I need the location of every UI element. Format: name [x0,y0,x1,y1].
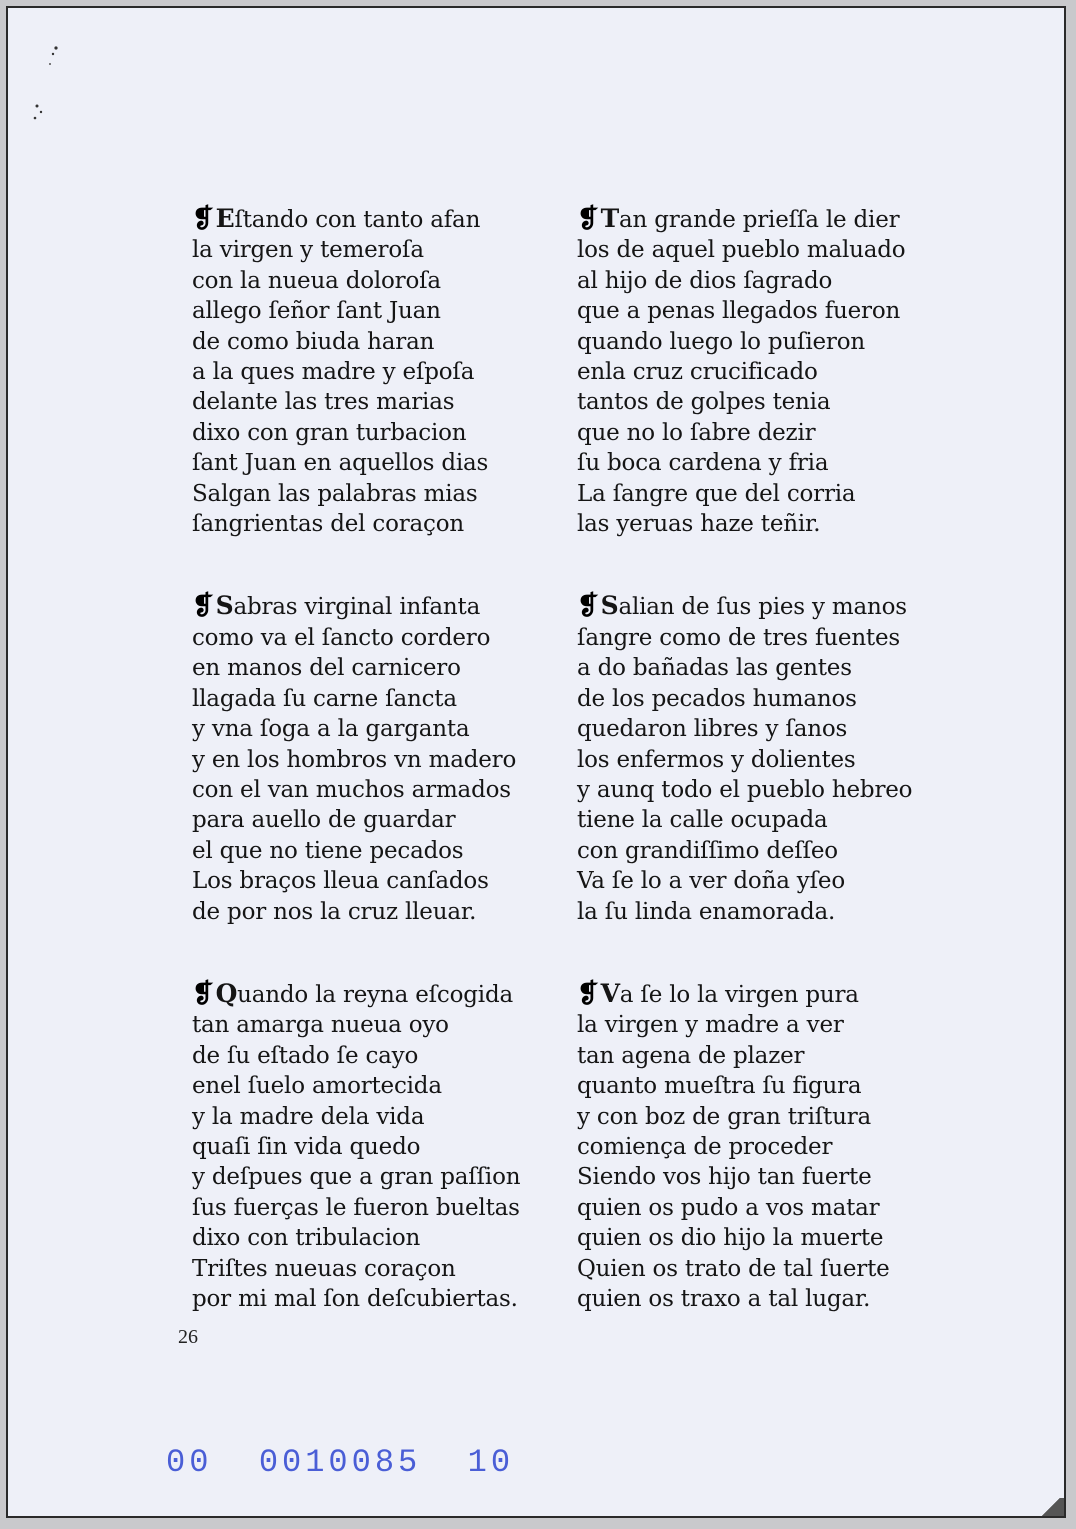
verse-text: an grande prieſſa le dier [619,207,900,233]
verse-line [192,1102,567,1132]
verse-line [577,684,952,714]
verse-line [577,623,952,653]
stanza [577,204,952,539]
verse-line [192,1132,567,1162]
page-corner-shadow [1038,1498,1064,1516]
verse-text: Quien os trato de tal ſuerte [577,1255,890,1282]
verse-line [577,1223,952,1253]
verse-line [192,653,567,683]
verse-line [192,204,567,235]
verse-text: dixo con gran turbacion [192,419,467,446]
verse-line [577,204,952,235]
verse-text: y deſpues que a gran paſſion [192,1164,521,1191]
pilcrow-icon: ❡ [577,978,599,1009]
verse-line [577,745,952,775]
verse-line [192,1071,567,1101]
verse-text: ſtando con tanto afan [234,207,481,233]
stanza-initial: Q [215,978,238,1008]
verse-line [192,805,567,835]
stanza [577,591,952,926]
verse-text: que a penas llegados fueron [577,298,901,325]
archive-stamp: 00 0010085 10 [166,1444,515,1481]
verse-line [577,327,952,357]
verse-text: enel ſuelo amortecida [192,1073,442,1100]
verse-text: a la ques madre y eſpoſa [192,359,475,386]
verse-line [577,266,952,296]
verse-line [577,714,952,744]
verse-text: y en los hombros vn madero [192,746,517,773]
verse-line [192,897,567,927]
verse-line [192,448,567,478]
stanza [192,204,567,539]
verse-text: al hijo de dios ſagrado [577,267,833,294]
stanza [577,979,952,1314]
verse-text: ſangre como de tres fuentes [577,624,900,651]
verse-line [577,1010,952,1040]
pilcrow-icon: ❡ [192,591,214,622]
verse-text: las yeruas haze teñir. [577,511,821,538]
verse-line [577,836,952,866]
verse-line [577,1162,952,1192]
verse-line [192,266,567,296]
verse-text: tan amarga nueua oyo [192,1012,449,1039]
verse-text: comiença de proceder [577,1133,833,1160]
verse-line [192,775,567,805]
verse-line [577,509,952,539]
verse-text: a do bañadas las gentes [577,655,852,682]
verse-text: y aunq todo el pueblo hebreo [577,776,913,803]
verse-text: y la madre dela vida [192,1103,425,1130]
verse-text: Va ſe lo a ver doña yſeo [577,868,845,895]
verse-text: ſangrientas del coraçon [192,511,464,538]
verse-line [192,357,567,387]
stanza-initial: S [215,591,234,621]
verse-text: y con boz de gran triſtura [577,1103,872,1130]
verse-text: la virgen y madre a ver [577,1012,844,1039]
verse-text: ſu boca cardena y fria [577,450,829,477]
verse-text: Siendo vos hijo tan fuerte [577,1164,872,1191]
verse-text: ſus fuerças le fueron bueltas [192,1194,520,1221]
stanza-initial: E [215,204,235,233]
verse-text: enla cruz crucificado [577,359,818,386]
verse-line [577,805,952,835]
verse-line [192,1010,567,1040]
verse-line [192,1162,567,1192]
pilcrow-icon: ❡ [192,204,214,234]
verse-line [577,296,952,326]
verse-line [577,479,952,509]
verse-text: delante las tres marias [192,389,455,416]
verse-line [577,653,952,683]
stanza [192,591,567,926]
verse-text: para auello de guardar [192,807,456,834]
verse-text: alian de ſus pies y manos [618,594,907,621]
verse-line [577,1193,952,1223]
verse-text: los de aquel pueblo maluado [577,237,906,264]
verse-text: quien os dio hijo la muerte [577,1225,884,1252]
verse-text: los enfermos y dolientes [577,746,856,773]
verse-line [577,1132,952,1162]
verse-line [577,775,952,805]
verse-line [192,745,567,775]
verse-line [192,1223,567,1253]
stanza-initial: V [600,978,620,1008]
verse-text: de los pecados humanos [577,685,857,712]
verse-line [192,1193,567,1223]
stanza [192,979,567,1314]
left-column [192,204,567,1366]
verse-line [192,836,567,866]
verse-text: por mi mal ſon deſcubiertas. [192,1286,518,1312]
verse-line [577,418,952,448]
verse-text: la virgen y temeroſa [192,237,424,264]
verse-line [577,448,952,478]
verse-text: con grandiſſimo deſſeo [577,837,838,864]
verse-text: Salgan las palabras mias [192,480,478,507]
verse-text: llagada ſu carne ſancta [192,685,457,712]
verse-line [192,714,567,744]
verse-line [192,1284,567,1314]
verse-line [577,1254,952,1284]
verse-text: el que no tiene pecados [192,837,464,864]
pilcrow-icon: ❡ [577,204,599,234]
verse-text: de como biuda haran [192,328,435,355]
verse-text: de ſu eſtado ſe cayo [192,1042,419,1069]
verse-text: tantos de golpes tenia [577,389,831,416]
verse-text: con la nueua doloroſa [192,267,441,294]
verse-line [192,1041,567,1071]
verse-line [192,623,567,653]
verse-line [192,684,567,714]
verse-line [577,1071,952,1101]
verse-text: quedaron libres y ſanos [577,716,848,743]
verse-line [192,509,567,539]
pilcrow-icon: ❡ [577,591,599,622]
verse-text: La ſangre que del corria [577,480,856,507]
right-column [577,204,952,1366]
verse-line [192,327,567,357]
verse-text: y vna ſoga a la garganta [192,716,470,743]
verse-text: allego ſeñor ſant Juan [192,298,441,325]
verse-text: quaſi ſin vida quedo [192,1133,421,1160]
verse-text: tiene la calle ocupada [577,807,828,834]
verse-line [192,591,567,622]
verse-text: quanto mueſtra ſu figura [577,1073,862,1100]
verse-text: que no lo ſabre dezir [577,419,816,446]
verse-text: ſant Juan en aquellos dias [192,450,489,477]
verse-line [577,897,952,927]
verse-text: como va el ſancto cordero [192,624,491,651]
verse-line [577,1041,952,1071]
verse-line [577,357,952,387]
verse-line [577,979,952,1010]
dust-specks [28,38,68,138]
stanza-initial: T [600,204,619,233]
verse-text: a ſe lo la virgen pura [619,981,859,1008]
verse-line [577,1284,952,1314]
verse-text: Triſtes nueuas coraçon [192,1255,456,1282]
verse-text: dixo con tribulacion [192,1225,421,1252]
verse-text: quien os pudo a vos matar [577,1194,880,1221]
verse-line [577,387,952,417]
scanned-page [6,6,1066,1518]
verse-line [577,866,952,896]
pilcrow-icon: ❡ [192,978,214,1009]
verse-text: Los braços lleua canſados [192,868,489,895]
verse-line [192,418,567,448]
verse-text: uando la reyna eſcogida [237,981,513,1008]
verse-text: quien os traxo a tal lugar. [577,1286,871,1312]
verse-line [192,387,567,417]
verse-line [192,1254,567,1284]
verse-line [577,591,952,622]
verse-text: quando luego lo puſieron [577,328,865,355]
verse-line [192,866,567,896]
verse-line [192,479,567,509]
verse-line [192,235,567,265]
verse-text: abras virginal infanta [233,594,481,621]
verse-line [577,235,952,265]
stanza-initial: S [600,591,619,621]
verse-text: la ſu linda enamorada. [577,898,836,925]
verse-text: con el van muchos armados [192,776,511,803]
text-columns [192,204,952,1366]
verse-text: de por nos la cruz lleuar. [192,898,477,925]
verse-line [192,296,567,326]
verse-text: en manos del carnicero [192,655,461,682]
verse-line [192,979,567,1010]
verse-text: tan agena de plazer [577,1042,805,1069]
verse-line [577,1102,952,1132]
page-number: 26 [178,1326,198,1348]
